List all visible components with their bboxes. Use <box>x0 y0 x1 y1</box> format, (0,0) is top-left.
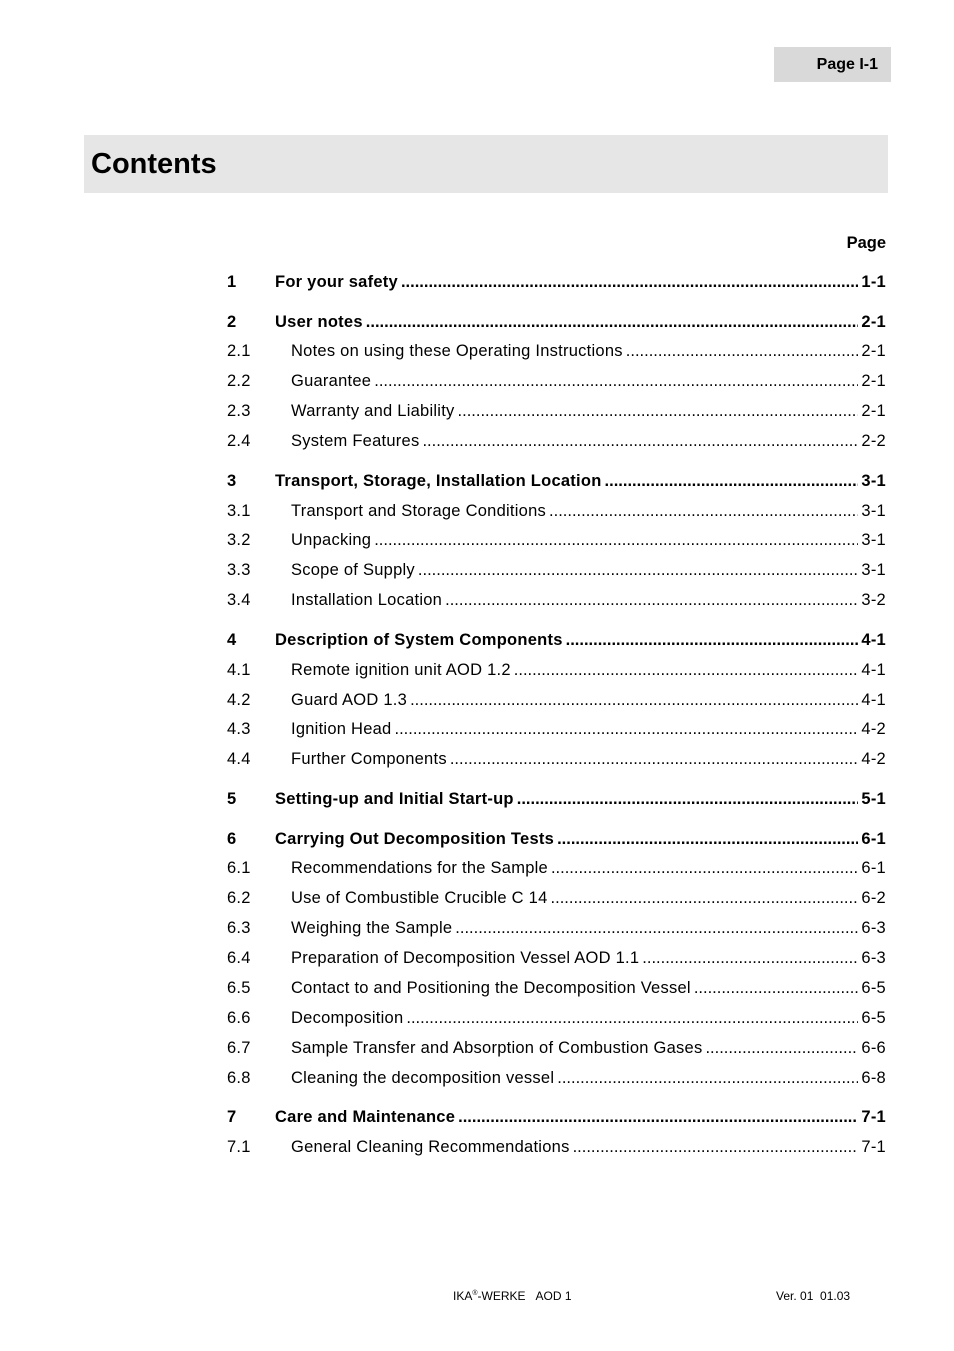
toc-entry-title: Care and Maintenance <box>275 1108 456 1126</box>
toc-leader-dots <box>557 830 858 849</box>
toc-entry-6-1[interactable] <box>227 859 886 881</box>
toc-entry-title: Contact to and Positioning the Decomposition Vessel <box>291 979 691 997</box>
toc-entry-title: System Features <box>291 432 420 450</box>
toc-entry-number: 3.2 <box>227 531 251 549</box>
toc-entry-number: 4.3 <box>227 720 251 738</box>
toc-leader-dots <box>605 472 859 491</box>
toc-entry-6-3[interactable] <box>227 919 886 941</box>
toc-entry-title: Cleaning the decomposition vessel <box>291 1069 555 1087</box>
toc-entry-6-4[interactable] <box>227 949 886 971</box>
toc-leader-dots <box>374 531 858 550</box>
toc-entry-title: Description of System Components <box>275 631 563 649</box>
toc-entry-3-4[interactable] <box>227 591 886 613</box>
toc-entry-title: Carrying Out Decomposition Tests <box>275 830 555 848</box>
toc-entry-title: Preparation of Decomposition Vessel AOD 1.1 <box>291 949 640 967</box>
toc-entry-page: 7-1 <box>861 1108 886 1126</box>
toc-entry-page: 2-1 <box>861 342 886 360</box>
toc-leader-dots <box>401 273 858 292</box>
toc-leader-dots <box>514 661 859 680</box>
toc-entry-number: 1 <box>227 273 237 291</box>
toc-leader-dots <box>422 432 858 451</box>
toc-entry-title: Use of Combustible Crucible C 14 <box>291 889 548 907</box>
toc-entry-number: 2.4 <box>227 432 251 450</box>
page-column-header: Page <box>846 234 886 252</box>
toc-entry-title: Guarantee <box>291 372 372 390</box>
toc-entry-4[interactable] <box>227 631 886 653</box>
toc-entry-title: Weighing the Sample <box>291 919 453 937</box>
toc-entry-title: General Cleaning Recommendations <box>291 1138 570 1156</box>
toc-entry-number: 2.2 <box>227 372 251 390</box>
toc-entry-3-3[interactable] <box>227 561 886 583</box>
toc-entry-3-2[interactable] <box>227 531 886 553</box>
toc-leader-dots <box>458 1108 858 1127</box>
toc-leader-dots <box>395 720 859 739</box>
toc-entry-page: 3-2 <box>861 591 886 609</box>
footer-version: Ver. 01 01.03 <box>776 1289 851 1303</box>
toc-leader-dots <box>450 750 859 769</box>
toc-entry-number: 4.1 <box>227 661 251 679</box>
toc-entry-page: 2-1 <box>861 402 886 420</box>
toc-entry-page: 5-1 <box>861 790 886 808</box>
toc-leader-dots <box>573 1138 859 1157</box>
contents-title-bar <box>84 135 888 193</box>
toc-entry-6-8[interactable] <box>227 1069 886 1091</box>
toc-entry-number: 3.3 <box>227 561 251 579</box>
toc-leader-dots <box>458 402 859 421</box>
toc-entry-page: 6-5 <box>861 1009 886 1027</box>
toc-entry-number: 4 <box>227 631 237 649</box>
toc-entry-page: 3-1 <box>861 561 886 579</box>
toc-entry-page: 4-2 <box>861 750 886 768</box>
toc-entry-number: 6.3 <box>227 919 251 937</box>
toc-entry-number: 3.4 <box>227 591 251 609</box>
toc-entry-title: Sample Transfer and Absorption of Combustion Gases <box>291 1039 703 1057</box>
toc-entry-title: User notes <box>275 313 363 331</box>
toc-leader-dots <box>406 1009 858 1028</box>
toc-leader-dots <box>557 1069 858 1088</box>
toc-entry-page: 3-1 <box>861 531 886 549</box>
toc-leader-dots <box>705 1039 858 1058</box>
toc-entry-number: 7 <box>227 1108 237 1126</box>
toc-entry-6-7[interactable] <box>227 1039 886 1061</box>
toc-entry-number: 3 <box>227 472 237 490</box>
toc-leader-dots <box>445 591 858 610</box>
page-number-label: Page I-1 <box>816 55 878 73</box>
toc-entry-6[interactable] <box>227 830 886 852</box>
toc-entry-number: 2 <box>227 313 237 331</box>
toc-entry-number: 6.4 <box>227 949 251 967</box>
toc-leader-dots <box>418 561 858 580</box>
toc-entry-2-4[interactable] <box>227 432 886 454</box>
toc-entry-page: 2-2 <box>861 432 886 450</box>
toc-entry-number: 4.2 <box>227 691 251 709</box>
toc-entry-page: 6-6 <box>861 1039 886 1057</box>
toc-entry-page: 3-1 <box>861 472 886 490</box>
toc-entry-number: 4.4 <box>227 750 251 768</box>
toc-entry-page: 4-1 <box>861 631 886 649</box>
toc-entry-page: 7-1 <box>861 1138 886 1156</box>
toc-entry-4-4[interactable] <box>227 750 886 772</box>
toc-entry-page: 6-1 <box>861 830 886 848</box>
toc-entry-2-3[interactable] <box>227 402 886 424</box>
page-number-tag <box>774 47 891 82</box>
toc-entry-title: Guard AOD 1.3 <box>291 691 408 709</box>
toc-entry-number: 7.1 <box>227 1138 251 1156</box>
toc-entry-number: 6.2 <box>227 889 251 907</box>
toc-entry-number: 2.3 <box>227 402 251 420</box>
toc-entry-title: Further Components <box>291 750 447 768</box>
toc-leader-dots <box>551 859 858 878</box>
registered-mark: ® <box>472 1290 478 1297</box>
toc-leader-dots <box>626 342 859 361</box>
toc-entry-title: Scope of Supply <box>291 561 415 579</box>
toc-entry-page: 2-1 <box>861 313 886 331</box>
toc-entry-page: 6-3 <box>861 949 886 967</box>
toc-entry-title: Transport and Storage Conditions <box>291 502 547 520</box>
toc-leader-dots <box>642 949 858 968</box>
toc-entry-title: Decomposition <box>291 1009 404 1027</box>
toc-entry-title: Installation Location <box>291 591 443 609</box>
toc-entry-6-2[interactable] <box>227 889 886 911</box>
toc-entry-title: Warranty and Liability <box>291 402 455 420</box>
toc-leader-dots <box>549 502 858 521</box>
toc-entry-1[interactable] <box>227 273 886 295</box>
toc-entry-2[interactable] <box>227 313 886 335</box>
toc-entry-number: 5 <box>227 790 237 808</box>
toc-entry-number: 2.1 <box>227 342 251 360</box>
toc-entry-number: 6.1 <box>227 859 251 877</box>
toc-entry-page: 4-1 <box>861 661 886 679</box>
toc-leader-dots <box>551 889 859 908</box>
toc-leader-dots <box>366 313 859 332</box>
toc-entry-number: 6.8 <box>227 1069 251 1087</box>
toc-leader-dots <box>455 919 858 938</box>
toc-entry-page: 6-8 <box>861 1069 886 1087</box>
toc-entry-number: 6 <box>227 830 237 848</box>
footer-brand: IKA <box>453 1289 473 1303</box>
toc-leader-dots <box>566 631 859 650</box>
toc-entry-page: 6-3 <box>861 919 886 937</box>
toc-entry-4-2[interactable] <box>227 691 886 713</box>
toc-entry-number: 6.6 <box>227 1009 251 1027</box>
toc-entry-2-2[interactable] <box>227 372 886 394</box>
toc-entry-number: 6.7 <box>227 1039 251 1057</box>
toc-entry-3[interactable] <box>227 472 886 494</box>
toc-entry-6-5[interactable] <box>227 979 886 1001</box>
page-title: Contents <box>91 147 217 180</box>
toc-entry-5[interactable] <box>227 790 886 812</box>
toc-entry-page: 4-1 <box>861 691 886 709</box>
toc-entry-4-3[interactable] <box>227 720 886 742</box>
toc-entry-title: Setting-up and Initial Start-up <box>275 790 514 808</box>
toc-entry-7-1[interactable] <box>227 1138 886 1160</box>
toc-entry-4-1[interactable] <box>227 661 886 683</box>
footer-product <box>453 1289 572 1303</box>
toc-entry-title: Ignition Head <box>291 720 392 738</box>
toc-entry-7[interactable] <box>227 1108 886 1130</box>
toc-leader-dots <box>517 790 859 809</box>
toc-entry-page: 3-1 <box>861 502 886 520</box>
footer-product-name: AOD 1 <box>535 1289 572 1303</box>
toc-entry-2-1[interactable] <box>227 342 886 364</box>
toc-entry-6-6[interactable] <box>227 1009 886 1031</box>
toc-leader-dots <box>410 691 858 710</box>
toc-entry-page: 1-1 <box>861 273 886 291</box>
toc-leader-dots <box>694 979 859 998</box>
toc-entry-number: 6.5 <box>227 979 251 997</box>
toc-entry-page: 4-2 <box>861 720 886 738</box>
toc-entry-title: Transport, Storage, Installation Location <box>275 472 602 490</box>
toc-entry-page: 6-5 <box>861 979 886 997</box>
toc-entry-page: 2-1 <box>861 372 886 390</box>
toc-entry-page: 6-2 <box>861 889 886 907</box>
toc-entry-title: For your safety <box>275 273 398 291</box>
toc-entry-title: Notes on using these Operating Instructions <box>291 342 623 360</box>
toc-entry-3-1[interactable] <box>227 502 886 524</box>
footer-brand-suffix: -WERKE <box>477 1289 526 1303</box>
toc-entry-title: Unpacking <box>291 531 372 549</box>
toc-entry-title: Remote ignition unit AOD 1.2 <box>291 661 511 679</box>
toc-entry-page: 6-1 <box>861 859 886 877</box>
toc-entry-title: Recommendations for the Sample <box>291 859 548 877</box>
toc-entry-number: 3.1 <box>227 502 251 520</box>
toc-leader-dots <box>374 372 858 391</box>
